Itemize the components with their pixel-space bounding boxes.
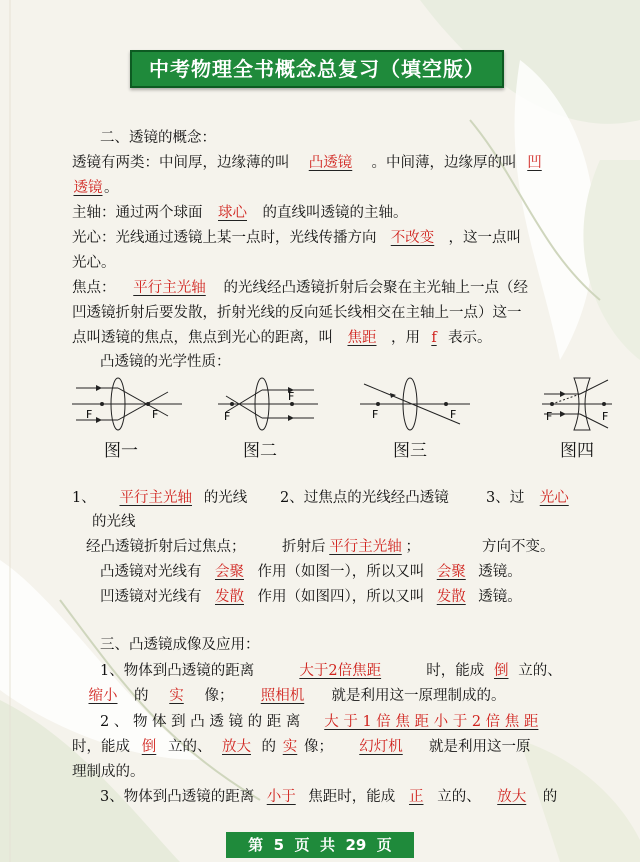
figure-caption: 图四	[560, 441, 594, 461]
text-line: 3、过 光心	[486, 488, 584, 508]
answer: 缩小	[88, 688, 118, 704]
figure-convex-center	[360, 372, 470, 432]
focus-label: F	[288, 390, 295, 403]
figure-convex-parallel	[72, 372, 182, 432]
text-line: 1、物体到凸透镜的距离 大于2倍焦距 时，能成 倒 立的、	[100, 663, 562, 679]
answer: 不改变	[390, 230, 435, 246]
answer: 实	[282, 739, 298, 755]
focus-label: F	[86, 408, 93, 421]
text-line: 3、物体到凸透镜的距离 小于 焦距时，能成 正 立的、 放大 的	[100, 789, 558, 805]
text-line: 主轴：通过两个球面 球心 的直线叫透镜的主轴。	[72, 205, 408, 221]
answer: f	[431, 330, 437, 346]
text-line: 方向不变。	[482, 539, 555, 555]
focus-label: F	[546, 410, 553, 423]
focus-label: F	[224, 410, 231, 423]
page-title: 中考物理全书概念总复习（填空版）	[130, 50, 504, 88]
text-line: 凸透镜的光学性质：	[100, 354, 231, 370]
text-line: 理制成的。	[72, 764, 145, 780]
answer: 发散	[436, 589, 466, 605]
text-line: 时，能成 倒 立的、 放大 的 实 像； 幻灯机 就是利用这一原	[72, 739, 531, 755]
text-line: 透镜 。	[73, 180, 119, 196]
figure-caption: 图一	[104, 441, 138, 461]
text-line: 2 、 物 体 到 凸 透 镜 的 距 离 大 于 1 倍 焦 距 小 于 2 倍 焦 距	[100, 712, 562, 732]
text-line: 焦点： 平行主光轴 的光线经凸透镜折射后会聚在主光轴上一点（经	[72, 280, 528, 296]
text-line: 折射后 平行主光轴 ；	[282, 539, 420, 555]
focus-label: F	[152, 408, 159, 421]
page-indicator: 第 5 页 共 29 页	[226, 832, 414, 858]
text-line: 凹透镜对光线有 发散 作用（如图四），所以又叫 发散 透镜。	[100, 589, 522, 605]
focus-label: F	[372, 408, 379, 421]
answer: 焦距	[347, 330, 377, 346]
figure-concave	[542, 372, 612, 432]
answer: 正	[408, 789, 424, 805]
answer: 倒	[141, 739, 157, 755]
answer: 球心	[218, 205, 247, 221]
figure-convex-focus	[218, 372, 318, 432]
text-line: 缩小 的 实 像； 照相机 就是利用这一原理制成的。	[72, 686, 506, 706]
answer: 平行主光轴	[329, 539, 402, 555]
text-line: 2、过焦点的光线经凸透镜	[280, 490, 449, 506]
text-line: 1、 平行主光轴 的光线	[72, 490, 248, 506]
text-line: 经凸透镜折射后过焦点；	[86, 539, 246, 555]
answer: 光心	[539, 490, 569, 506]
figure-caption: 图二	[243, 441, 277, 461]
answer: 幻灯机	[359, 739, 403, 755]
answer: 倒	[493, 663, 509, 679]
answer: 小于	[266, 789, 296, 805]
text-line: 凸透镜对光线有 会聚 作用（如图一），所以又叫 会聚 透镜。	[100, 564, 522, 580]
answer: 实	[169, 688, 184, 704]
section-heading: 二、透镜的概念：	[100, 130, 216, 146]
answer: 平行主光轴	[119, 490, 192, 506]
section-heading: 三、凸透镜成像及应用：	[100, 637, 260, 653]
focus-label: F	[602, 410, 609, 423]
text-line: 光心：光线通过透镜上某一点时，光线传播方向 不改变 ，这一点叫	[72, 230, 521, 246]
answer: 平行主光轴	[133, 280, 206, 296]
answer: 透镜	[73, 180, 103, 196]
figure-caption: 图三	[393, 441, 427, 461]
text-line: 光心。	[72, 255, 116, 271]
answer: 放大	[222, 739, 251, 755]
answer: 会聚	[215, 564, 244, 580]
answer: 大于2倍焦距	[299, 663, 382, 679]
text-line: 透镜有两类：中间厚，边缘薄的叫 凸透镜 。中间薄，边缘厚的叫 凹	[72, 153, 553, 173]
answer: 发散	[215, 589, 244, 605]
answer: 照相机	[260, 688, 305, 704]
answer: 大 于 1 倍 焦 距 小 于 2 倍 焦 距	[324, 714, 539, 730]
answer: 凹	[527, 155, 542, 171]
focus-label: F	[450, 408, 457, 421]
answer: 凸透镜	[308, 155, 353, 171]
text-line: 的光线	[92, 514, 136, 530]
answer: 放大	[497, 789, 527, 805]
text-line: 点叫透镜的焦点，焦点到光心的距离，叫 焦距 ，用 f 表示。	[72, 330, 492, 346]
answer: 会聚	[436, 564, 466, 580]
text-line: 凹透镜折射后要发散，折射光线的反向延长线相交在主轴上一点）这一	[72, 305, 522, 321]
